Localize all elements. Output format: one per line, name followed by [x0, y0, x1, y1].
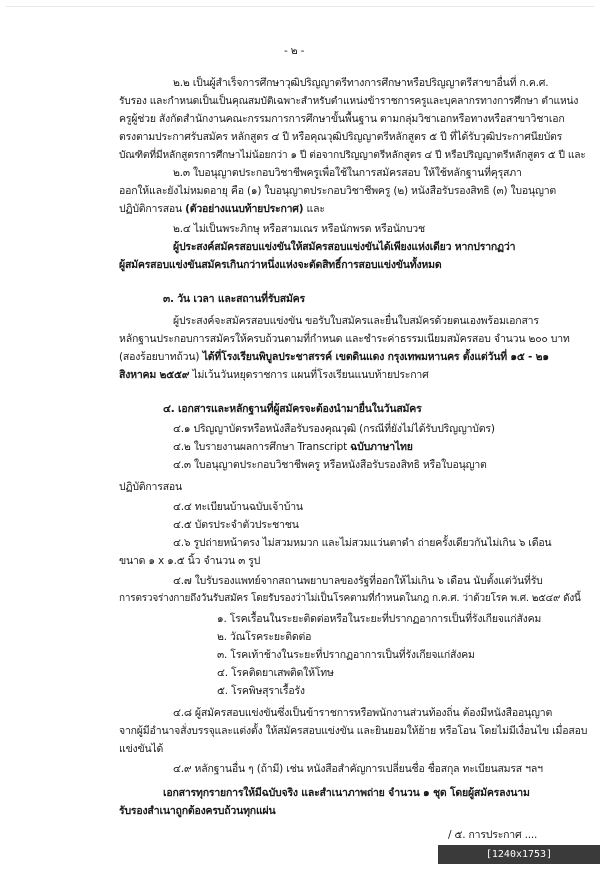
text-line: ๔.๔ ทะเบียนบ้านฉบับเจ้าบ้าน	[173, 501, 303, 513]
section-heading: ๔. เอกสารและหลักฐานที่ผู้สมัครจะต้องนำมายื่นในวันสมัคร	[163, 403, 422, 415]
text-line	[119, 368, 429, 382]
text-line: รับรอง และกำหนดเป็นเป็นคุณสมบัติเฉพาะสำหรับตำแหน่งข้าราชการครูและบุคลากรทางการศึกษา ตำแหน่ง	[119, 95, 579, 107]
text-line-bold: รับรองสำเนาถูกต้องครบถ้วนทุกแผ่น	[119, 805, 276, 817]
list-item: ๑. โรคเรื้อนในระยะติดต่อหรือในระยะที่ปรากฏอาการเป็นที่รังเกียจแก่สังคม	[217, 613, 542, 625]
text-line: ๔.๗ ใบรับรองแพทย์จากสถานพยาบาลของรัฐที่ออกให้ไม่เกิน ๖ เดือน นับตั้งแต่วันที่รับ	[173, 575, 543, 587]
text-segment-bold: สิงหาคม ๒๕๕๙	[119, 369, 190, 381]
text-line: หลักฐานประกอบการสมัครให้ครบถ้วนตามที่กำหนด และชำระค่าธรรมเนียมสมัครสอบ จำนวน ๒๐๐ บาท	[119, 333, 570, 345]
text-line	[119, 202, 325, 216]
page-border	[6, 6, 594, 7]
text-segment-bold: (ตัวอย่างแนบท้ายประกาศ)	[185, 203, 304, 215]
text-line	[119, 350, 549, 364]
text-line-bold: ผู้ประสงค์สมัครสอบแข่งขันให้สมัครสอบแข่งขันได้เพียงแห่งเดียว หากปรากฏว่า	[173, 241, 516, 253]
text-segment: และ	[306, 203, 325, 215]
text-line-bold: เอกสารทุกรายการให้มีฉบับจริง และสำเนาภาพถ่าย จำนวน ๑ ชุด โดยผู้สมัครลงนาม	[163, 787, 530, 799]
continuation-note: / ๕. การประกาศ ....	[448, 829, 538, 841]
text-line: ขนาด ๑ x ๑.๕ นิ้ว จำนวน ๓ รูป	[119, 555, 261, 567]
text-line-bold: ผู้สมัครสอบแข่งขันสมัครเกินกว่าหนึ่งแห่งจะตัดสิทธิ์การสอบแข่งขันทั้งหมด	[119, 259, 442, 271]
text-line: ตรงตามประกาศรับสมัคร หลักสูตร ๔ ปี หรือคุณวุฒิปริญญาตรีหลักสูตร ๕ ปี ที่ได้รับวุฒิประกาศนียบัตร	[119, 131, 563, 143]
text-line: ๔.๓ ใบอนุญาตประกอบวิชาชีพครู หรือหนังสือรับรองสิทธิ หรือใบอนุญาต	[173, 459, 487, 471]
text-line: ๒.๒ เป็นผู้สำเร็จการศึกษาวุฒิปริญญาตรีทางการศึกษาหรือปริญญาตรีสาขาอื่นที่ ก.ค.ศ.	[173, 77, 549, 89]
text-line: ปฏิบัติการสอน	[119, 481, 182, 493]
list-item: ๔. โรคติดยาเสพติดให้โทษ	[217, 667, 334, 679]
text-line: ครูผู้ช่วย สังกัดสำนักงานคณะกรรมการการศึกษาขั้นพื้นฐาน ตามกลุ่มวิชาเอกหรือทางหรือสาขาวิชาเอก	[119, 113, 565, 125]
text-line: ๒.๔ ไม่เป็นพระภิกษุ หรือสามเณร หรือนักพรต หรือนักบวช	[173, 223, 425, 235]
text-segment-bold: ฉบับภาษาไทย	[350, 441, 413, 453]
text-segment: ปฏิบัติการสอน	[119, 203, 182, 215]
text-line: ๔.๖ รูปถ่ายหน้าตรง ไม่สวมหมวก และไม่สวมแว่นตาดำ ถ่ายครั้งเดียวกันไม่เกิน ๖ เดือน	[173, 537, 552, 549]
text-line: ผู้ประสงค์จะสมัครสอบแข่งขัน ขอรับใบสมัครและยื่นใบสมัครด้วยตนเองพร้อมเอกสาร	[173, 315, 539, 327]
text-line: แข่งขันได้	[119, 743, 164, 755]
text-line: ๔.๘ ผู้สมัครสอบแข่งขันซึ่งเป็นข้าราชการหรือพนักงานส่วนท้องถิ่น ต้องมีหนังสืออนุญาต	[173, 707, 553, 719]
text-line: การตรวจร่างกายถึงวันรับสมัคร โดยรับรองว่าไม่เป็นโรคตามที่กำหนดในกฎ ก.ค.ศ. ว่าด้วยโรค พ.ศ. ๒๕๔๙ ดังนี้	[119, 593, 581, 604]
text-segment: (สองร้อยบาทถ้วน)	[119, 351, 200, 363]
text-segment: ไม่เว้นวันหยุดราชการ แผนที่โรงเรียนแนบท้ายประกาศ	[189, 369, 429, 381]
text-segment: ๔.๒ ใบรายงานผลการศึกษา Transcript	[173, 441, 348, 453]
text-line: ๔.๕ บัตรประจำตัวประชาชน	[173, 519, 299, 531]
page-number: - ๒ -	[284, 45, 305, 57]
text-line: ๔.๙ หลักฐานอื่น ๆ (ถ้ามี) เช่น หนังสือสำคัญการเปลี่ยนชื่อ ชื่อสกุล ทะเบียนสมรส ฯลฯ	[173, 763, 543, 775]
text-line	[173, 440, 413, 454]
list-item: ๕. โรคพิษสุราเรื้อรัง	[217, 685, 305, 697]
list-item: ๓. โรคเท้าช้างในระยะที่ปรากฏอาการเป็นที่รังเกียจแก่สังคม	[217, 649, 475, 661]
text-line: ๔.๑ ปริญญาบัตรหรือหนังสือรับรองคุณวุฒิ (กรณีที่ยังไม่ได้รับปริญญาบัตร)	[173, 423, 495, 435]
text-line: บัณฑิตที่มีหลักสูตรการศึกษาไม่น้อยกว่า ๑ ปี ต่อจากปริญญาตรีหลักสูตร ๔ ปี หรือปริญญาตรีหลักสูตร ๕ ปี และ	[119, 149, 586, 161]
section-heading: ๓. วัน เวลา และสถานที่รับสมัคร	[163, 293, 305, 305]
list-item: ๒. วัณโรคระยะติดต่อ	[217, 631, 312, 643]
text-line: ออกให้และยังไม่หมดอายุ คือ (๑) ใบอนุญาตประกอบวิชาชีพครู (๒) หนังสือรับรองสิทธิ (๓) ใบอนุญาต	[119, 185, 557, 197]
text-line: จากผู้มีอำนาจสั่งบรรจุและแต่งตั้ง ให้สมัครสอบแข่งขัน และยินยอมให้ย้าย หรือโอน โดยไม่มีเงื่อนไข เมื่อสอบ	[119, 725, 588, 737]
text-line: ๒.๓ ใบอนุญาตประกอบวิชาชีพครูเพื่อใช้ในการสมัครสอบ ให้ใช้หลักฐานที่คุรุสภา	[173, 167, 522, 179]
text-segment-bold: ได้ที่โรงเรียนพิบูลประชาสรรค์ เขตดินแดง กรุงเทพมหานคร ตั้งแต่วันที่ ๑๕ - ๒๑	[199, 351, 549, 363]
watermark-label: [1240x1753] https://upic.me/	[438, 845, 600, 864]
